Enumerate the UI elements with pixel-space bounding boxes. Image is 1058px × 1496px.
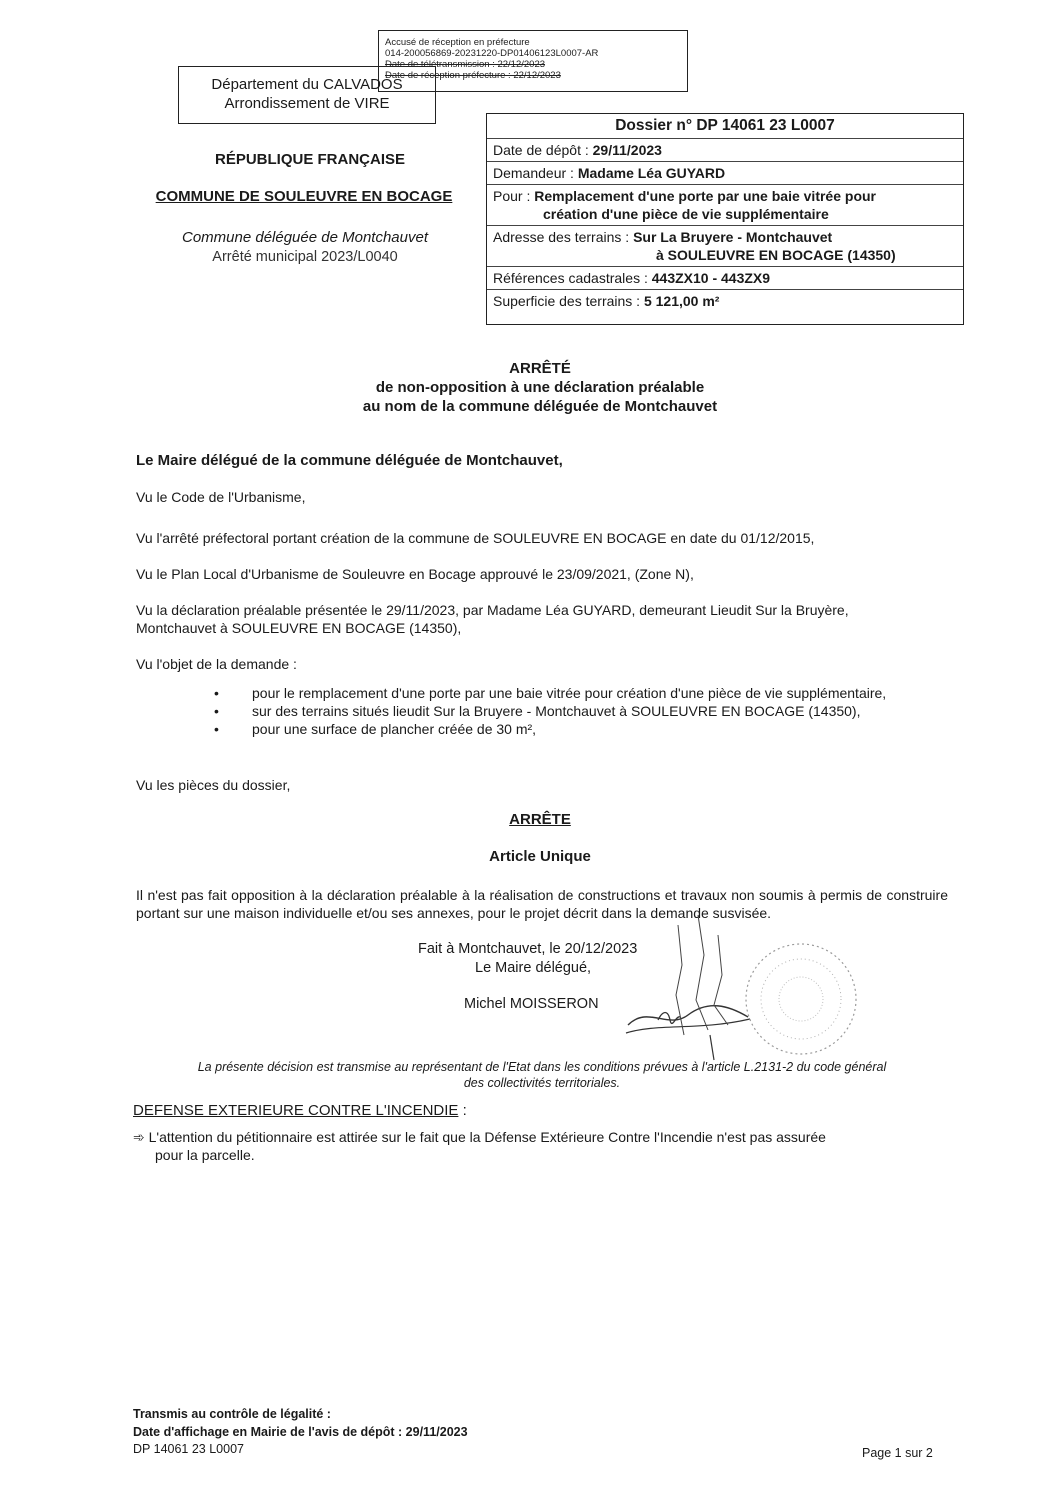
list-item-text: pour le remplacement d'une porte par une baie vitrée pour création d'une pièce de vie supplémentaire, [252,685,887,701]
bullet-icon: • [214,703,219,719]
official-seal [742,940,860,1058]
document-title [300,359,780,416]
title-commune: au nom de la commune déléguée de Montchauvet [362,398,718,415]
handwritten-signature [618,905,758,1065]
arrete-heading: ARRÊTE [509,811,571,828]
vu-pieces: Vu les pièces du dossier, [136,777,291,793]
article-heading: Article Unique [489,848,591,865]
mayor-line: Le Maire délégué de la commune déléguée de Montchauvet, [136,452,563,469]
address-value-2: à SOULEUVRE EN BOCAGE (14350) [656,247,896,263]
vu-prefectoral: Vu l'arrêté préfectoral portant création de la commune de SOULEUVRE EN BOCAGE en date du 01/12/2015, [136,530,815,546]
purpose-value-2: création d'une pièce de vie supplémentaire [543,206,829,222]
area-label: Superficie des terrains : [493,293,644,309]
date-value: 29/11/2023 [592,142,662,158]
dossier-address-row [487,226,963,267]
dossier-box [486,113,964,325]
vu-declaration-line2: Montchauvet à SOULEUVRE EN BOCAGE (14350), [136,620,462,636]
list-item [214,720,948,738]
list-item-text: sur des terrains situés lieudit Sur la Bruyere - Montchauvet à SOULEUVRE EN BOCAGE (14350), [252,703,861,719]
footer-dossier-ref: DP 14061 23 L0007 [133,1442,244,1456]
vu-code: Vu le Code de l'Urbanisme, [136,489,306,505]
dossier-area-row [487,290,963,312]
department-name: Département du CALVADOS [211,76,403,93]
address-label: Adresse des terrains : [493,229,634,245]
purpose-value-1: Remplacement d'une porte par une baie vitrée pour [534,188,876,204]
stamp-line: Date de télétransmission : 22/12/2023 [385,59,546,70]
republic-heading: RÉPUBLIQUE FRANÇAISE [214,151,405,168]
defense-text-line2: pour la parcelle. [155,1147,255,1163]
arrow-icon: ➾ [133,1129,145,1145]
transmission-note-line2: des collectivités territoriales. [463,1076,621,1090]
dossier-number: Dossier n° DP 14061 23 L0007 [487,114,963,139]
cadastral-value: 443ZX10 - 443ZX9 [651,270,771,286]
applicant-value: Madame Léa GUYARD [577,165,726,181]
footer-transmitted: Transmis au contrôle de légalité : [133,1407,331,1421]
transmission-note-line1: La présente décision est transmise au représentant de l'Etat dans les conditions prévues à l'article L.2131-2 du code général [197,1060,887,1074]
title-subject: de non-opposition à une déclaration préalable [375,379,705,396]
defense-paragraph [133,1128,948,1164]
title-arrete: ARRÊTÉ [509,360,571,377]
delegated-commune: Commune déléguée de Montchauvet [182,229,428,246]
list-item [214,702,948,720]
area-value: 5 121,00 m² [643,293,720,309]
article-text: Il n'est pas fait opposition à la déclaration préalable à la réalisation de constructions et travaux non soumis à permis de construire portant sur une maison individuelle et/ou ses annexes, pour le projet décrit dans la demande susvisée. [136,887,948,921]
dossier-cadastral-row [487,267,963,290]
stamp-line: Accusé de réception en préfecture [385,37,530,48]
signature-place-date: Fait à Montchauvet, le 20/12/2023 [418,941,638,957]
dossier-date-row [487,139,963,162]
bullet-icon: • [214,685,219,701]
signature-role: Le Maire délégué, [475,960,592,976]
arrondissement-name: Arrondissement de VIRE [224,95,390,112]
list-item-text: pour une surface de plancher créée de 30 m², [252,721,537,737]
date-label: Date de dépôt : [493,142,593,158]
vu-declaration-line1: Vu la déclaration préalable présentée le 29/11/2023, par Madame Léa GUYARD, demeurant Lieudit Sur la Bruyère, [136,602,849,618]
stamp-line: Date de réception préfecture : 22/12/2023 [385,70,561,81]
department-box [178,66,436,124]
commune-heading: COMMUNE DE SOULEUVRE EN BOCAGE [155,188,453,205]
defense-heading-text: DEFENSE EXTERIEURE CONTRE L'INCENDIE [133,1102,459,1119]
defense-text-line1: L'attention du pétitionnaire est attirée sur le fait que la Défense Extérieure Contre l'Incendie n'est pas assurée [148,1129,826,1145]
arrete-number: Arrêté municipal 2023/L0040 [212,249,398,265]
dossier-applicant-row [487,162,963,185]
dossier-purpose-row [487,185,963,226]
list-item [214,684,948,702]
signature-name: Michel MOISSERON [464,996,599,1012]
purpose-label: Pour : [493,188,535,204]
address-value-1: Sur La Bruyere - Montchauvet [633,229,833,245]
request-object-list [214,684,948,738]
transmission-note [136,1059,948,1091]
cadastral-label: Références cadastrales : [493,270,652,286]
vu-declaration [136,601,948,637]
vu-objet: Vu l'objet de la demande : [136,656,297,672]
defense-heading [133,1102,467,1119]
footer-posting-date: Date d'affichage en Mairie de l'avis de dépôt : 29/11/2023 [133,1425,468,1439]
applicant-label: Demandeur : [493,165,578,181]
bullet-icon: • [214,721,219,737]
vu-plu: Vu le Plan Local d'Urbanisme de Souleuvre en Bocage approuvé le 23/09/2021, (Zone N), [136,566,694,582]
stamp-line: 014-200056869-20231220-DP01406123L0007-AR [385,48,599,59]
page-number: Page 1 sur 2 [862,1446,933,1460]
defense-heading-suffix: : [458,1102,467,1119]
